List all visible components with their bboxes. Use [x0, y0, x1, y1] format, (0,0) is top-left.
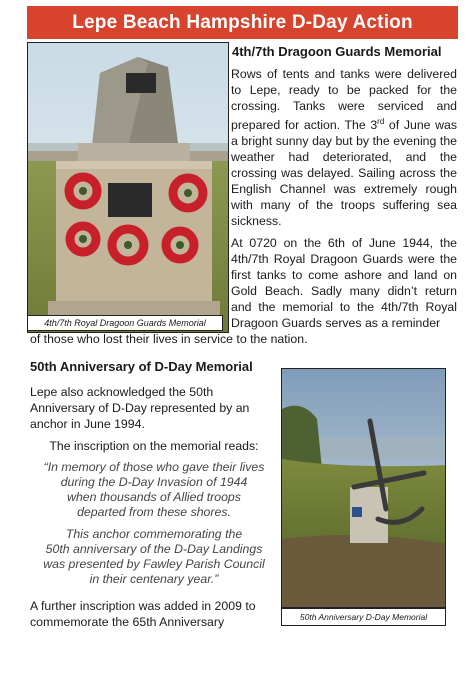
dragoon-memorial-photo — [27, 42, 229, 333]
section1-paragraph2: At 0720 on the 6th of June 1944, the 4th/7th Royal Dragoon Guards were the first tanks to come ashore and land on Gold Beach. Sadly many didn’t return and the memorial to the 4th/7th Royal Dragoon Guards serves as a reminder — [231, 236, 457, 330]
page-title: Lepe Beach Hampshire D-Day Action — [72, 11, 413, 33]
section1-paragraph1: Rows of tents and tanks were delivered to Lepe, ready to be packed for the crossing. Tanks were serviced and prepared for action. The 3rd of June was a bright sunny day but by the evening the weather had deteriorated, and the crossing was delayed. Sailing across the English Channel was extremely rough with many of the troops suffering sea sickness. — [231, 67, 457, 229]
dragoon-photo-caption: 4th/7th Royal Dragoon Guards Memorial — [27, 315, 223, 331]
anchor-photo-caption: 50th Anniversary D-Day Memorial — [281, 608, 446, 626]
section2-paragraph2: A further inscription was added in 2009 to commemorate the 65th Anniversary — [30, 599, 256, 629]
inscription-quote-part2: This anchor commemorating the 50th anniversary of the D-Day Landings was presented by Fawley Parish Council in their centenary year.” — [43, 527, 265, 586]
section1-paragraph2-end: of those who lost their lives in service to the nation. — [30, 332, 308, 346]
section2-heading: 50th Anniversary of D-Day Memorial — [30, 359, 253, 374]
inscription-quote-part1: “In memory of those who gave their lives during the D-Day Invasion of 1944 when thousands of Allied troops departed from these shores. — [43, 460, 265, 519]
section2-paragraph1: Lepe also acknowledged the 50th Anniversary of D-Day represented by an anchor in June 1994. — [30, 385, 250, 431]
page-title-banner — [27, 6, 458, 39]
anchor-memorial-photo — [281, 368, 446, 608]
inscription-lead: The inscription on the memorial reads: — [49, 439, 259, 453]
section1-heading: 4th/7th Dragoon Guards Memorial — [232, 44, 442, 59]
